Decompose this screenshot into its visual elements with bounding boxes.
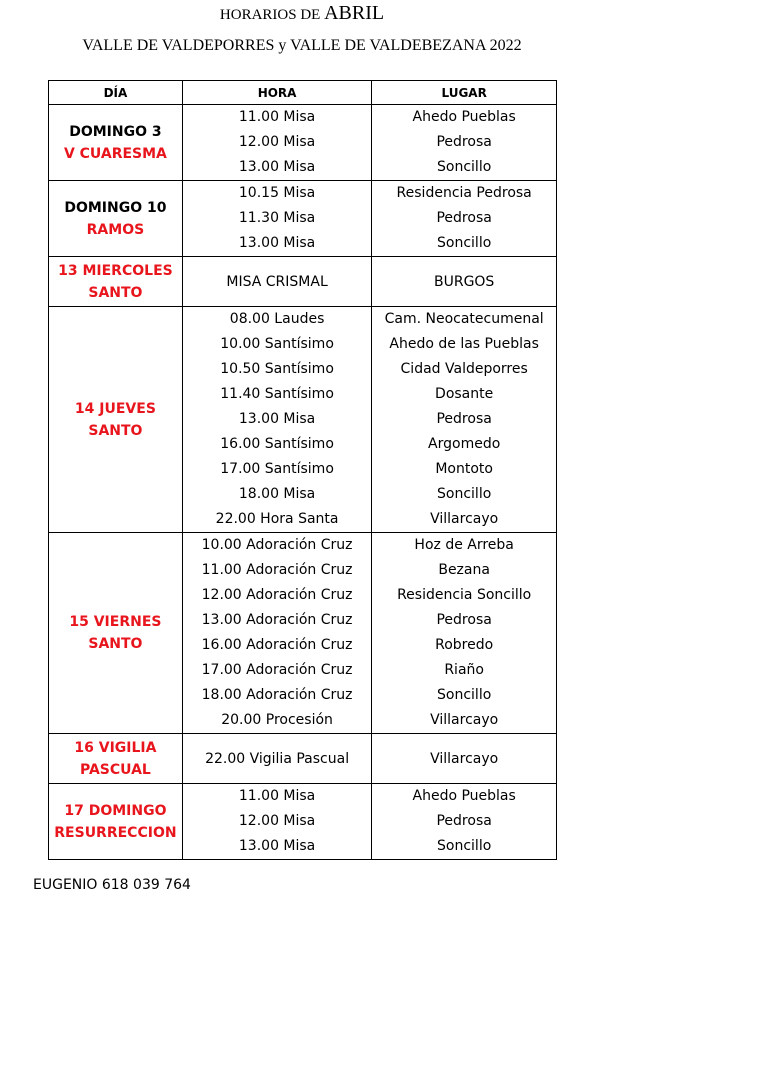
place-item: Residencia Soncillo xyxy=(397,587,532,603)
place-cell: BURGOS xyxy=(372,257,557,307)
table-header-row xyxy=(49,81,557,105)
table-row xyxy=(49,105,557,181)
hour-cell xyxy=(182,533,371,734)
place-item: Ahedo Pueblas xyxy=(412,109,516,125)
place-item: Hoz de Arreba xyxy=(414,537,514,553)
table-row xyxy=(49,181,557,257)
page-subtitle: VALLE DE VALDEPORRES y VALLE DE VALDEBEZANA 2022 xyxy=(82,37,522,54)
place-item: Cidad Valdeporres xyxy=(400,361,528,377)
column-header-day: DÍA xyxy=(49,81,183,105)
place-item: Ahedo Pueblas xyxy=(412,788,516,804)
hour-cell xyxy=(182,784,371,860)
day-name: 17 DOMINGO xyxy=(64,802,167,819)
place-item: Pedrosa xyxy=(436,612,492,628)
day-name: 15 VIERNES xyxy=(69,614,162,630)
hour-item: 08.00 Laudes xyxy=(229,311,325,327)
place-cell xyxy=(372,307,557,533)
column-header-place: LUGAR xyxy=(372,81,557,105)
hour-item: 10.50 Santísimo xyxy=(220,361,334,377)
day-cell xyxy=(49,307,183,533)
hour-item: 13.00 Misa xyxy=(238,159,316,175)
hour-item: 10.15 Misa xyxy=(238,185,316,201)
day-occasion: RESURRECCION xyxy=(54,824,177,841)
day-name: 13 MIERCOLES xyxy=(58,262,173,279)
day-cell xyxy=(49,533,183,734)
table-row xyxy=(49,257,557,307)
day-cell xyxy=(49,257,183,307)
place-item: Villarcayo xyxy=(430,712,499,728)
title-month: ABRIL xyxy=(324,2,385,24)
place-item: Dosante xyxy=(435,386,494,402)
day-occasion: RAMOS xyxy=(86,221,145,238)
day-occasion: SANTO xyxy=(88,284,143,301)
day-cell xyxy=(49,181,183,257)
day-occasion: SANTO xyxy=(88,422,143,439)
day-occasion: SANTO xyxy=(88,636,143,652)
place-cell: Villarcayo xyxy=(372,734,557,784)
place-cell xyxy=(372,784,557,860)
place-item: Cam. Neocatecumenal xyxy=(384,311,544,327)
hour-item: 18.00 Adoración Cruz xyxy=(201,687,353,703)
hour-cell xyxy=(182,181,371,257)
hour-item: 12.00 Misa xyxy=(238,134,316,150)
hour-item: 13.00 Adoración Cruz xyxy=(201,612,353,628)
place-item: Pedrosa xyxy=(436,134,492,150)
place-item: Ahedo de las Pueblas xyxy=(389,336,539,352)
place-item: Villarcayo xyxy=(430,511,499,527)
hour-item: 11.40 Santísimo xyxy=(220,386,334,402)
place-cell xyxy=(372,181,557,257)
hour-cell: 22.00 Vigilia Pascual xyxy=(182,734,371,784)
place-item: Montoto xyxy=(435,461,493,477)
place-item: Soncillo xyxy=(437,235,492,251)
place-item: Soncillo xyxy=(437,486,492,502)
day-name: 14 JUEVES xyxy=(74,400,156,417)
hour-item: 11.00 Misa xyxy=(238,788,316,804)
day-cell xyxy=(49,105,183,181)
hour-item: 13.00 Misa xyxy=(238,838,316,854)
day-occasion: V CUARESMA xyxy=(63,145,167,162)
place-item: Soncillo xyxy=(437,687,492,703)
contact-footer: EUGENIO 618 039 764 xyxy=(33,877,191,893)
hour-item: 16.00 Santísimo xyxy=(220,436,334,452)
hour-item: 13.00 Misa xyxy=(238,235,316,251)
title-prefix: HORARIOS DE xyxy=(219,7,321,23)
hour-item: 13.00 Misa xyxy=(238,411,316,427)
page-title xyxy=(0,2,604,25)
place-item: Argomedo xyxy=(428,436,501,452)
hour-cell: MISA CRISMAL xyxy=(182,257,371,307)
table-row xyxy=(49,784,557,860)
day-name: DOMINGO 3 xyxy=(69,123,162,140)
hour-item: 11.00 Adoración Cruz xyxy=(201,562,353,578)
hour-item: 18.00 Misa xyxy=(238,486,316,502)
day-cell xyxy=(49,734,183,784)
hour-item: 11.00 Misa xyxy=(238,109,316,125)
column-header-hour: HORA xyxy=(182,81,371,105)
hour-item: 16.00 Adoración Cruz xyxy=(201,637,353,653)
table-row xyxy=(49,533,557,734)
place-item: Riaño xyxy=(444,662,484,678)
hour-item: 20.00 Procesión xyxy=(221,712,333,728)
schedule-table xyxy=(48,80,557,860)
day-occasion: PASCUAL xyxy=(79,761,151,778)
hour-item: 17.00 Adoración Cruz xyxy=(201,662,353,678)
hour-item: 12.00 Adoración Cruz xyxy=(201,587,353,603)
place-item: Soncillo xyxy=(437,159,492,175)
hour-item: 17.00 Santísimo xyxy=(220,461,334,477)
place-item: Residencia Pedrosa xyxy=(396,185,532,201)
place-item: Pedrosa xyxy=(436,210,492,226)
hour-item: 12.00 Misa xyxy=(238,813,316,829)
day-name: DOMINGO 10 xyxy=(64,199,167,216)
place-item: Pedrosa xyxy=(436,411,492,427)
place-item: Bezana xyxy=(438,562,490,578)
hour-item: 10.00 Adoración Cruz xyxy=(201,537,353,553)
place-cell xyxy=(372,533,557,734)
table-row xyxy=(49,307,557,533)
place-item: Pedrosa xyxy=(436,813,492,829)
hour-item: 11.30 Misa xyxy=(238,210,316,226)
day-cell xyxy=(49,784,183,860)
hour-item: 22.00 Hora Santa xyxy=(215,511,339,527)
hour-item: 10.00 Santísimo xyxy=(220,336,334,352)
place-item: Robredo xyxy=(435,637,494,653)
hour-cell xyxy=(182,105,371,181)
place-item: Soncillo xyxy=(437,838,492,854)
day-name: 16 VIGILIA xyxy=(74,739,157,756)
table-row xyxy=(49,734,557,784)
place-cell xyxy=(372,105,557,181)
hour-cell xyxy=(182,307,371,533)
